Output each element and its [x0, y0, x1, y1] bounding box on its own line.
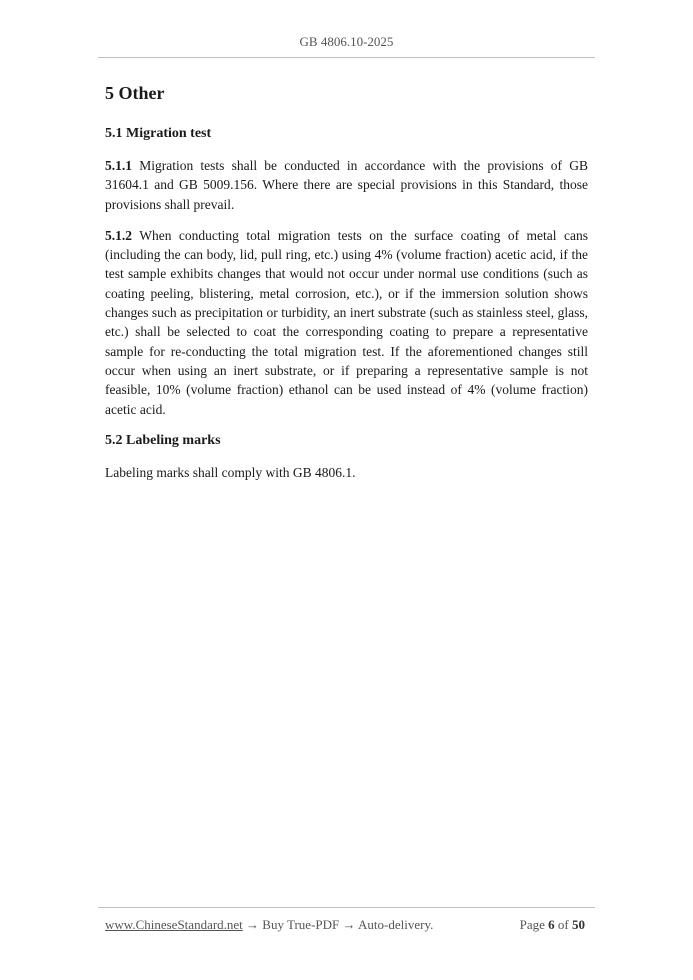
labeling-marks-paragraph: Labeling marks shall comply with GB 4806.1. — [105, 464, 356, 480]
page-indicator — [520, 917, 585, 933]
footer-divider — [98, 907, 595, 908]
clause-5-1-1 — [105, 156, 588, 214]
clause-5-1-2 — [105, 226, 588, 419]
site-link[interactable]: www.ChineseStandard.net — [105, 917, 243, 932]
buy-link-text: Buy True-PDF — [262, 917, 340, 932]
arrow-right-icon: → — [246, 917, 260, 932]
header-divider — [98, 57, 595, 58]
subsection-heading-migration-test: 5.1 Migration test — [105, 126, 212, 141]
page-current: 6 — [548, 917, 555, 932]
page-of: of — [557, 917, 569, 932]
footer-promo — [105, 917, 433, 933]
clause-number: 5.1.2 — [105, 227, 132, 243]
page-total: 50 — [572, 917, 585, 932]
running-header: GB 4806.10-2025 — [299, 34, 394, 49]
document-body — [105, 80, 588, 482]
clause-number: 5.1.1 — [105, 158, 132, 173]
section-heading: 5 Other — [105, 83, 165, 103]
clause-text: Migration tests shall be conducted in accordance with the provisions of GB 31604.1 and GB 5009.156. Where there are special provisions in this Standard, those provisions shall prevail. — [105, 158, 589, 212]
delivery-text: Auto-delivery. — [358, 917, 434, 932]
subsection-heading-labeling-marks: 5.2 Labeling marks — [105, 432, 221, 448]
arrow-right-icon: → — [342, 917, 356, 932]
clause-text: When conducting total migration tests on the surface coating of metal cans (including the can body, lid, pull ring, etc.) using 4% (volume fraction) acetic acid, if the test sample exhibits changes that would not occur under normal use conditions (such as coating peeling, blistering, metal corrosion, etc.), or if the immersion solution shows changes such as precipitation or turbidity, an inert substrate (such as stainless steel, glass, etc.) shall be selected to coat the corresponding coating to prepare a representative sample for re-conducting the total migration test. If the aforementioned changes still occur when using an inert substrate, or if preparing a representative sample is not feasible, 10% (volume fraction) ethanol can be used instead of 4% (volume fraction) acetic acid. — [105, 227, 588, 417]
page-label: Page — [519, 917, 545, 932]
